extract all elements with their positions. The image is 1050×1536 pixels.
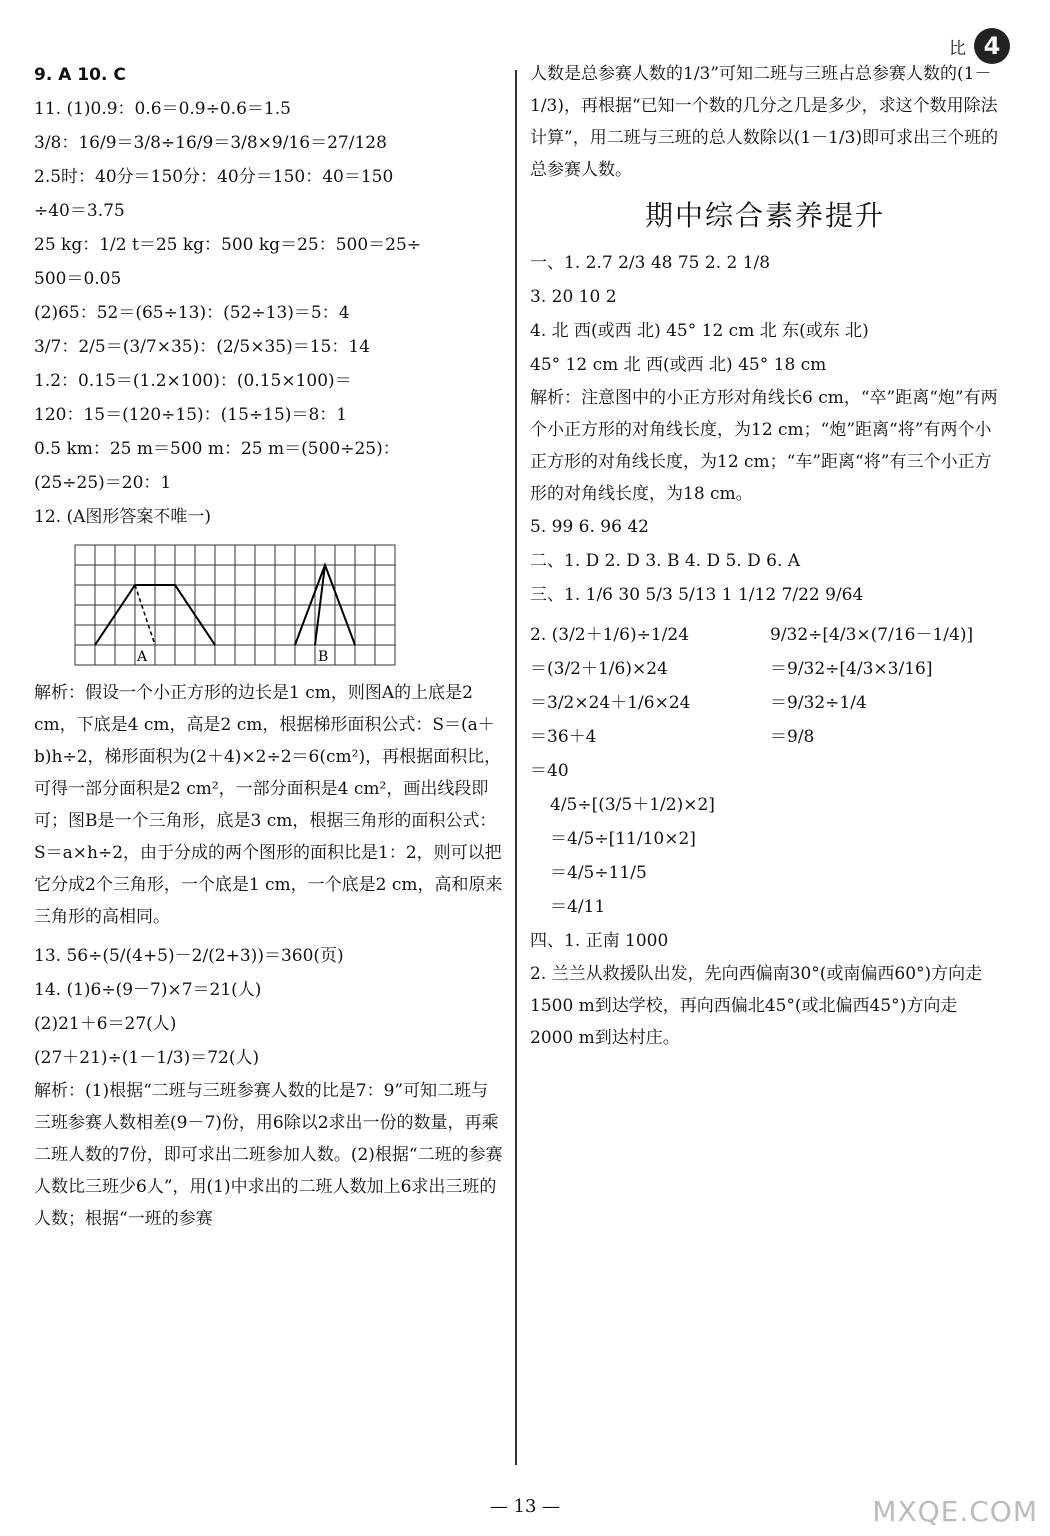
calc-step: ＝4/11	[550, 897, 606, 917]
chapter-label: 比	[949, 38, 966, 59]
answer-14-1: 14. (1)6÷(9－7)×7＝21(人)	[34, 980, 262, 1000]
column-divider	[515, 70, 517, 1465]
chapter-badge: 4	[974, 28, 1010, 64]
answer-line: 25 kg：1/2 t＝25 kg：500 kg＝25：500＝25÷	[34, 235, 422, 255]
answer-line: 一、1. 2.7 2/3 48 75 2. 2 1/8	[530, 253, 771, 273]
answer-line: 二、1. D 2. D 3. B 4. D 5. D 6. A	[530, 551, 801, 571]
answer-line: 1.2：0.15＝(1.2×100)：(0.15×100)＝	[34, 371, 352, 391]
calc-step: ＝9/32÷1/4	[770, 693, 867, 713]
calc-step: ＝40	[530, 761, 569, 781]
calc-step: 4/5÷[(3/5＋1/2)×2]	[550, 795, 715, 815]
answer-line: 4. 北 西(或西 北) 45° 12 cm 北 东(或东 北)	[530, 321, 869, 341]
answer-line: 12. (A图形答案不唯一)	[34, 507, 211, 527]
answer-line: 2.5时：40分＝150分：40分＝150：40＝150	[34, 167, 394, 187]
calc-step: ＝36＋4	[530, 727, 597, 747]
answer-line: (25÷25)＝20：1	[34, 473, 172, 493]
calc-step: ＝(3/2＋1/6)×24	[530, 659, 668, 679]
calc-right	[770, 618, 1000, 788]
answer-line: 3. 20 10 2	[530, 287, 617, 307]
analysis-14-cont: 人数是总参赛人数的1/3”可知二班与三班占总参赛人数的(1－1/3)，再根据“已知一个数的几分之几是多少，求这个数用除法计算”，用二班与三班的总人数除以(1－1/3)即可求出三个班的总参赛人数。	[530, 64, 999, 180]
right-column	[530, 58, 1000, 1054]
answer-14-3: (27＋21)÷(1－1/3)＝72(人)	[34, 1048, 260, 1068]
answer-line: 45° 12 cm 北 西(或西 北) 45° 18 cm	[530, 355, 827, 375]
calc-step: ＝3/2×24＋1/6×24	[530, 693, 691, 713]
answer-line: 0.5 km：25 m＝500 m：25 m＝(500÷25)：	[34, 439, 400, 459]
watermark-logo: MXQE.COM	[872, 1495, 1038, 1528]
calc-left	[530, 618, 750, 788]
label-a: A	[137, 649, 148, 665]
answer-line: 5. 99 6. 96 42	[530, 517, 649, 537]
grid-diagram	[74, 544, 404, 668]
label-b: B	[318, 649, 329, 665]
answer-line: (2)65：52＝(65÷13)：(52÷13)＝5：4	[34, 303, 350, 323]
answer-line: 120：15＝(120÷15)：(15÷15)＝8：1	[34, 405, 348, 425]
answer-4-2: 2. 兰兰从救援队出发，先向西偏南30°(或南偏西60°)方向走1500 m到达学校，再向西偏北45°(或北偏西45°)方向走2000 m到达村庄。	[530, 964, 983, 1048]
answer-line: 三、1. 1/6 30 5/3 5/13 1 1/12 7/22 9/64	[530, 585, 864, 605]
answer-line: 3/8：16/9＝3/8÷16/9＝3/8×9/16＝27/128	[34, 133, 387, 153]
dashed-split-a	[135, 585, 155, 645]
calc-step: ＝9/8	[770, 727, 815, 747]
answer-line: ÷40＝3.75	[34, 201, 125, 221]
calc-step: 9/32÷[4/3×(7/16－1/4)]	[770, 625, 974, 645]
calc-block	[530, 618, 1000, 788]
calc-step: ＝4/5÷11/5	[550, 863, 647, 883]
answer-line: 11. (1)0.9：0.6＝0.9÷0.6＝1.5	[34, 99, 291, 119]
answer-line: 四、1. 正南 1000	[530, 931, 669, 951]
analysis-4: 解析：注意图中的小正方形对角线长6 cm，“卒”距离“炮”有两个小正方形的对角线长度，为12 cm；“炮”距离“将”有两个小正方形的对角线长度，为12 cm；“车”距离“将”有三个小正方形的对角线长度，为18 cm。	[530, 388, 998, 504]
calc-step: ＝9/32÷[4/3×3/16]	[770, 659, 933, 679]
answer-line: 500＝0.05	[34, 269, 122, 289]
answer-14-2: (2)21＋6＝27(人)	[34, 1014, 177, 1034]
left-column	[34, 58, 504, 1235]
calc-third	[550, 788, 1000, 924]
page-number: — 13 —	[489, 1496, 561, 1517]
answer-line: 3/7：2/5＝(3/7×35)：(2/5×35)＝15：14	[34, 337, 370, 357]
calc-step: 2. (3/2＋1/6)÷1/24	[530, 625, 690, 645]
grid-figure	[74, 544, 504, 673]
calc-step: ＝4/5÷[11/10×2]	[550, 829, 696, 849]
answer-13: 13. 56÷(5/(4+5)－2/(2+3))＝360(页)	[34, 946, 344, 966]
analysis-14: 解析：(1)根据“二班与三班参赛人数的比是7：9”可知二班与三班参赛人数相差(9－7)份，用6除以2求出一份的数量，再乘二班人数的7份，即可求出二班参加人数。(2)根据“二班的参赛人数比三班少6人”，用(1)中求出的二班人数加上6求出三班的人数；根据“一班的参赛	[34, 1081, 503, 1229]
answer-line: 9. A 10. C	[34, 65, 126, 85]
section-title: 期中综合素养提升	[644, 199, 885, 232]
analysis-12: 解析：假设一个小正方形的边长是1 cm，则图A的上底是2 cm，下底是4 cm，高是2 cm，根据梯形面积公式：S＝(a＋b)h÷2，梯形面积为(2＋4)×2÷2＝6(cm²)，再根据面积比，可得一部分面积是2 cm²，一部分面积是4 cm²，画出线段即可；图B是一个三角形，底是3 cm，根据三角形的面积公式：S＝a×h÷2，由于分成的两个图形的面积比是1：2，则可以把它分成2个三角形，一个底是1 cm，一个底是2 cm，高和原来三角形的高相同。	[34, 683, 503, 927]
